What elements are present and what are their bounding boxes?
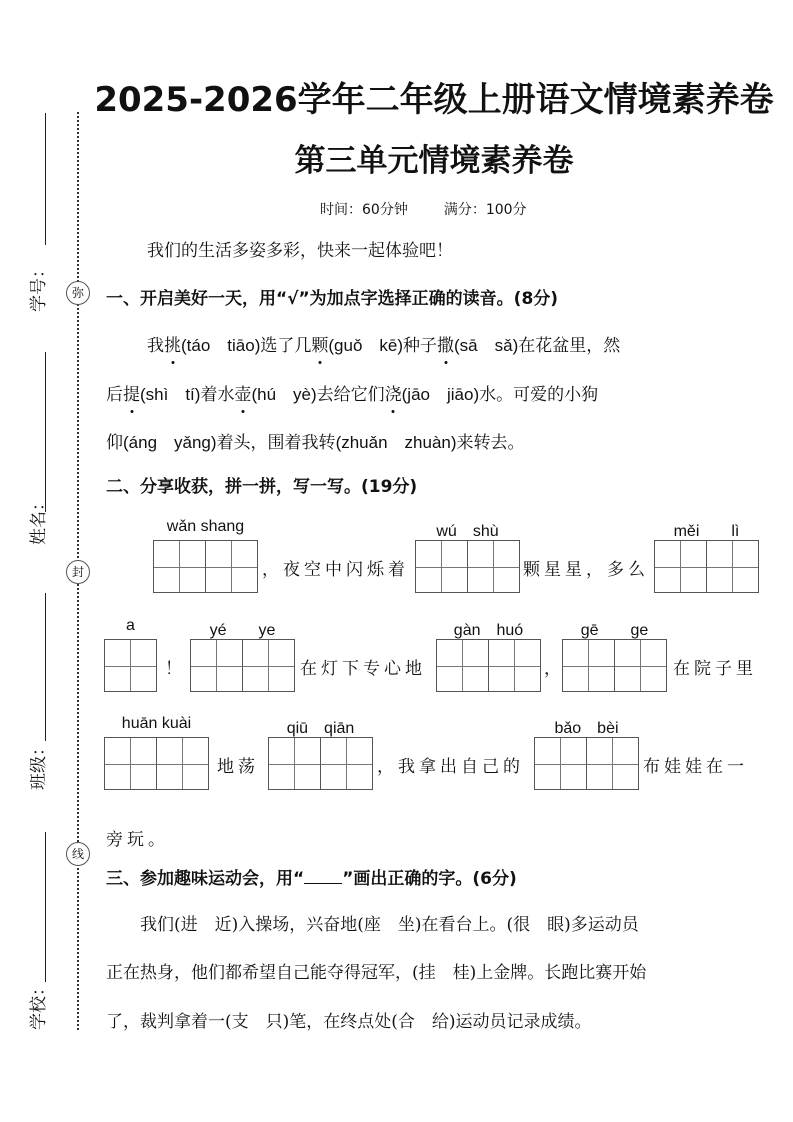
- section1-line2: [106, 380, 598, 405]
- pinyin-prompt: qiū qiān: [286, 720, 355, 737]
- sentence-text: 选了几: [260, 336, 312, 356]
- time-limit: 时间：60分钟: [320, 202, 408, 218]
- pinyin-options[interactable]: (áng yǎng): [123, 433, 217, 452]
- school-label: 学校：: [29, 979, 49, 1030]
- seal-char-mi: 弥: [66, 281, 90, 305]
- pinyin-prompt: a: [126, 617, 135, 634]
- dotted-character: 提: [123, 385, 140, 405]
- writing-grid[interactable]: [153, 540, 258, 593]
- pinyin-options[interactable]: (jāo jiāo): [401, 385, 480, 404]
- dotted-character: 浇: [384, 385, 402, 405]
- pinyin-prompt: wǎn shang: [166, 518, 245, 535]
- sentence-text: 去给它们: [316, 385, 385, 405]
- writing-grid[interactable]: [654, 540, 759, 593]
- seal-char-feng: 封: [66, 560, 90, 584]
- sentence-text: 着头，围着我转: [216, 433, 336, 453]
- intro-text: 我们的生活多姿多彩，快来一起体验吧！: [147, 241, 453, 261]
- grid-guide-line: [231, 541, 232, 592]
- pinyin-options[interactable]: (shì tí): [140, 385, 201, 404]
- section2-heading: 二、分享收获，拼一拼，写一写。(19分): [106, 477, 418, 497]
- student-id-label: 学号：: [29, 261, 49, 312]
- page-subtitle: 第三单元情境素养卷: [294, 143, 574, 179]
- grid-guide-line: [493, 541, 494, 592]
- section3-heading-pre: 三、参加趣味运动会，用“: [106, 869, 305, 889]
- section3-line1: 我们(进 近)入操场，兴奋地(座 坐)在看台上。(很 眼)多运动员: [106, 915, 639, 935]
- grid-guide-line: [242, 640, 243, 691]
- name-blank-line-upper: [45, 352, 46, 512]
- underline-sample: [304, 869, 342, 884]
- sentence-text: 颗星星，多么: [523, 560, 649, 580]
- grid-guide-line: [320, 738, 321, 789]
- writing-grid[interactable]: [534, 737, 639, 790]
- sentence-text: 在灯下专心地: [300, 659, 426, 679]
- pinyin-options[interactable]: (zhuǎn zhuàn): [335, 433, 457, 452]
- sentence-text: 种子: [403, 336, 438, 356]
- section1-heading: 一、开启美好一天，用“√”为加点字选择正确的读音。(8分): [106, 289, 559, 309]
- class-label: 班级：: [29, 739, 49, 790]
- grid-guide-line: [130, 640, 131, 691]
- sentence-text: ，我拿出自己的: [377, 757, 524, 777]
- grid-guide-line: [612, 738, 613, 789]
- dotted-character: 挑: [164, 336, 181, 356]
- grid-guide-line: [205, 541, 206, 592]
- sentence-text: ，: [544, 659, 565, 679]
- grid-guide-line: [514, 640, 515, 691]
- writing-grid[interactable]: [104, 639, 157, 692]
- grid-guide-line: [560, 738, 561, 789]
- dotted-character: 颗: [311, 336, 329, 356]
- writing-grid[interactable]: [104, 737, 209, 790]
- grid-guide-line: [488, 640, 489, 691]
- grid-guide-line: [441, 541, 442, 592]
- writing-grid[interactable]: [190, 639, 295, 692]
- seal-char-xian: 线: [66, 842, 90, 866]
- name-label: 姓名：: [29, 494, 49, 545]
- section3-heading: [106, 864, 517, 889]
- writing-grid[interactable]: [562, 639, 667, 692]
- writing-grid[interactable]: [268, 737, 373, 790]
- section1-line3: [106, 428, 525, 453]
- page-title: 2025-2026学年二年级上册语文情境素养卷: [94, 80, 774, 120]
- grid-guide-line: [268, 640, 269, 691]
- pinyin-options[interactable]: (hú yè): [251, 385, 317, 404]
- pinyin-options[interactable]: (táo tiāo): [181, 336, 261, 355]
- pinyin-prompt: yé ye: [209, 622, 276, 639]
- sentence-text: 布娃娃在一: [643, 757, 748, 777]
- sentence-text: 在花盆里，然: [518, 336, 621, 356]
- grid-guide-line: [732, 541, 733, 592]
- grid-guide-line: [294, 738, 295, 789]
- grid-guide-line: [130, 738, 131, 789]
- sentence-text: 仰: [106, 433, 123, 453]
- dotted-character: 撒: [437, 336, 455, 356]
- writing-grid[interactable]: [415, 540, 520, 593]
- grid-guide-line: [346, 738, 347, 789]
- pinyin-prompt: bǎo bèi: [554, 720, 619, 737]
- pinyin-options[interactable]: (sā sǎ): [454, 336, 519, 355]
- grid-guide-line: [588, 640, 589, 691]
- grid-guide-line: [586, 738, 587, 789]
- pinyin-prompt: wú shù: [436, 523, 499, 540]
- section3-line2: 正在热身，他们都希望自己能夺得冠军，(挂 桂)上金牌。长跑比赛开始: [106, 963, 647, 983]
- grid-guide-line: [640, 640, 641, 691]
- grid-guide-line: [614, 640, 615, 691]
- sentence-text: 地荡: [217, 757, 259, 777]
- writing-grid[interactable]: [436, 639, 541, 692]
- class-blank-line: [45, 832, 46, 982]
- full-score: 满分：100分: [443, 202, 527, 218]
- section3-heading-post: ”画出正确的字。(6分): [342, 869, 517, 889]
- sentence-text: ，夜空中闪烁着: [262, 560, 409, 580]
- pinyin-prompt: huān kuài: [121, 715, 192, 732]
- sentence-text: 着水: [200, 385, 235, 405]
- grid-guide-line: [179, 541, 180, 592]
- sentence-text: 在院子里: [673, 659, 757, 679]
- grid-guide-line: [216, 640, 217, 691]
- section3-line3: 了，裁判拿着一(支 只)笔，在终点处(合 给)运动员记录成绩。: [106, 1012, 592, 1032]
- sentence-text: 我: [147, 336, 164, 356]
- pinyin-prompt: měi lì: [673, 523, 740, 540]
- grid-guide-line: [182, 738, 183, 789]
- name-blank-line: [45, 593, 46, 741]
- dotted-character: 壶: [234, 385, 252, 405]
- sentence-text: 旁玩。: [106, 830, 169, 850]
- exam-meta: [320, 199, 527, 219]
- pinyin-options[interactable]: (guǒ kē): [328, 336, 404, 355]
- grid-guide-line: [706, 541, 707, 592]
- grid-guide-line: [680, 541, 681, 592]
- pinyin-prompt: gē ge: [580, 622, 649, 639]
- grid-guide-line: [462, 640, 463, 691]
- pinyin-prompt: gàn huó: [453, 622, 524, 639]
- sentence-text: 来转去。: [456, 433, 525, 453]
- grid-guide-line: [467, 541, 468, 592]
- section1-line1: [147, 331, 620, 356]
- sentence-text: ！: [165, 659, 186, 679]
- sentence-text: 后: [106, 385, 123, 405]
- grid-guide-line: [156, 738, 157, 789]
- sentence-text: 水。可爱的小狗: [479, 385, 599, 405]
